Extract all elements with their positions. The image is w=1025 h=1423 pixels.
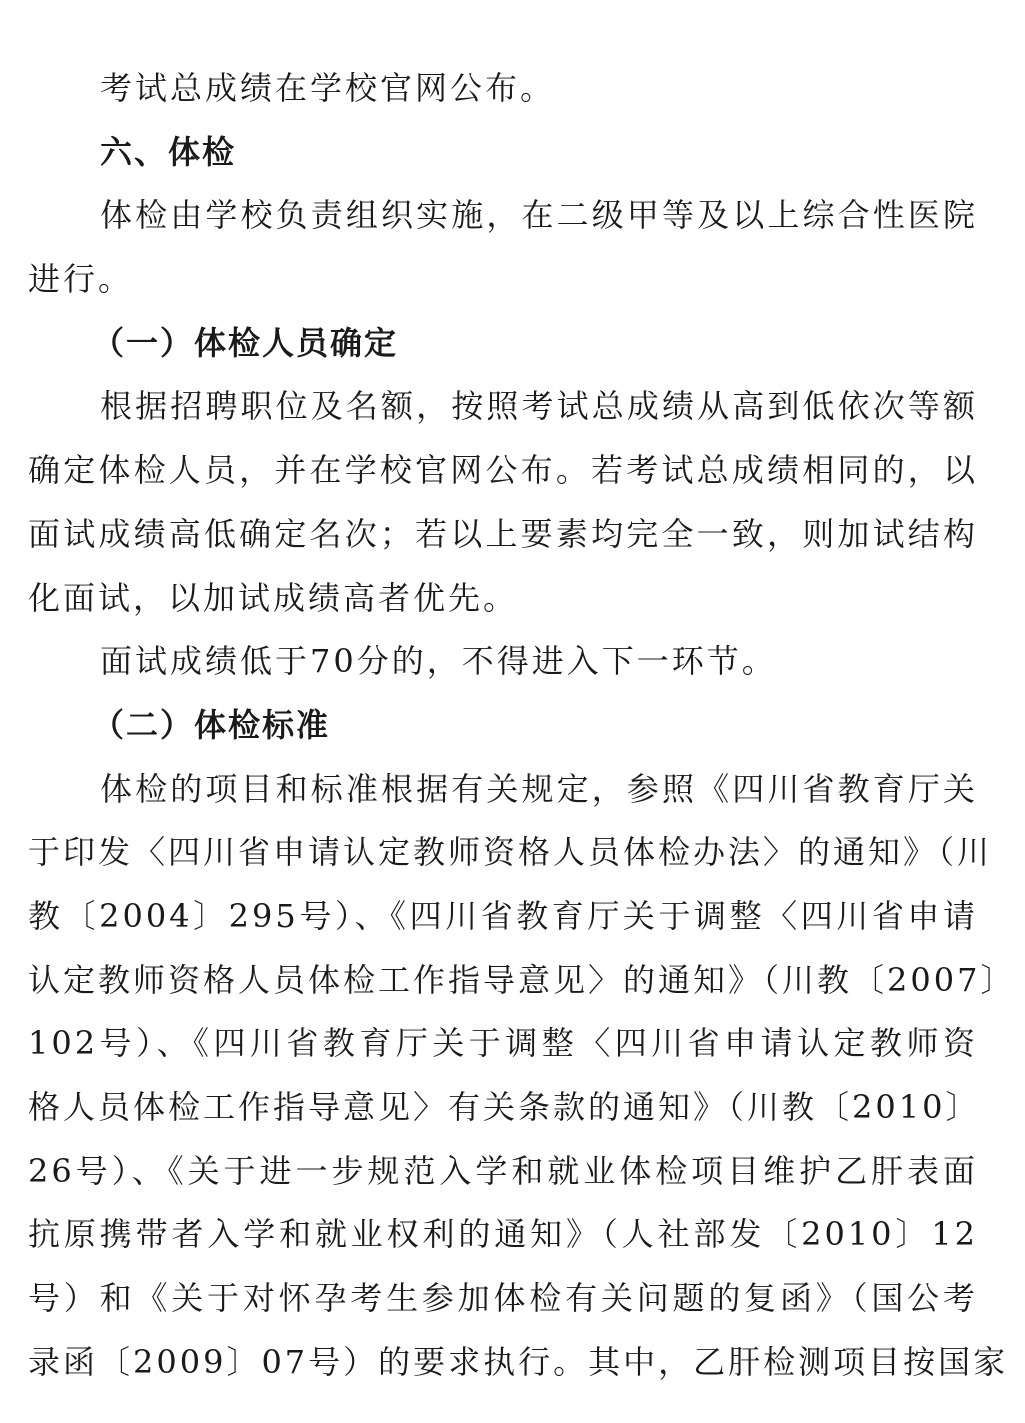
text-line-09: 化面试，以加试成绩高者优先。 [28,578,519,617]
section-heading-physical-exam: 六、体检 [100,132,237,171]
text-line-08: 面试成绩高低确定名次；若以上要素均完全一致，则加试结构 [28,514,978,553]
text-line-21: 录函〔2009〕07号）的要求执行。其中，乙肝检测项目按国家 [28,1342,1009,1381]
text-line-14: 教〔2004〕295号）、《四川省教育厅关于调整〈四川省申请 [28,896,978,935]
text-line-18: 26号）、《关于进一步规范入学和就业体检项目维护乙肝表面 [28,1151,978,1190]
text-line-10: 面试成绩低于70分的，不得进入下一环节。 [100,642,777,681]
text-line-04: 进行。 [28,260,134,299]
text-line-17: 格人员体检工作指导意见〉有关条款的通知》（川教〔2010〕 [28,1088,981,1126]
text-line-15: 认定教师资格人员体检工作指导意见〉的通知》（川教〔2007〕 [28,960,1016,999]
text-line-12: 体检的项目和标准根据有关规定，参照《四川省教育厅关 [100,769,978,808]
text-line-13: 于印发〈四川省申请认定教师资格人员体检办法〉的通知》（川 [28,833,993,872]
subheading-exam-personnel: （一）体检人员确定 [92,323,399,362]
text-line-03: 体检由学校负责组织实施，在二级甲等及以上综合性医院 [100,196,978,235]
text-line-01: 考试总成绩在学校官网公布。 [100,69,556,107]
text-line-19: 抗原携带者入学和就业权利的通知》（人社部发〔2010〕12 [28,1215,978,1254]
document-page [28,60,1016,1397]
text-line-06: 根据招聘职位及名额，按照考试总成绩从高到低依次等额 [100,387,978,426]
text-line-16: 102号）、《四川省教育厅关于调整〈四川省申请认定教师资 [28,1024,978,1063]
text-line-20: 号）和《关于对怀孕考生参加体检有关问题的复函》（国公考 [28,1279,978,1318]
subheading-exam-standard: （二）体检标准 [92,705,331,744]
text-line-07: 确定体检人员，并在学校官网公布。若考试总成绩相同的，以 [28,451,978,490]
